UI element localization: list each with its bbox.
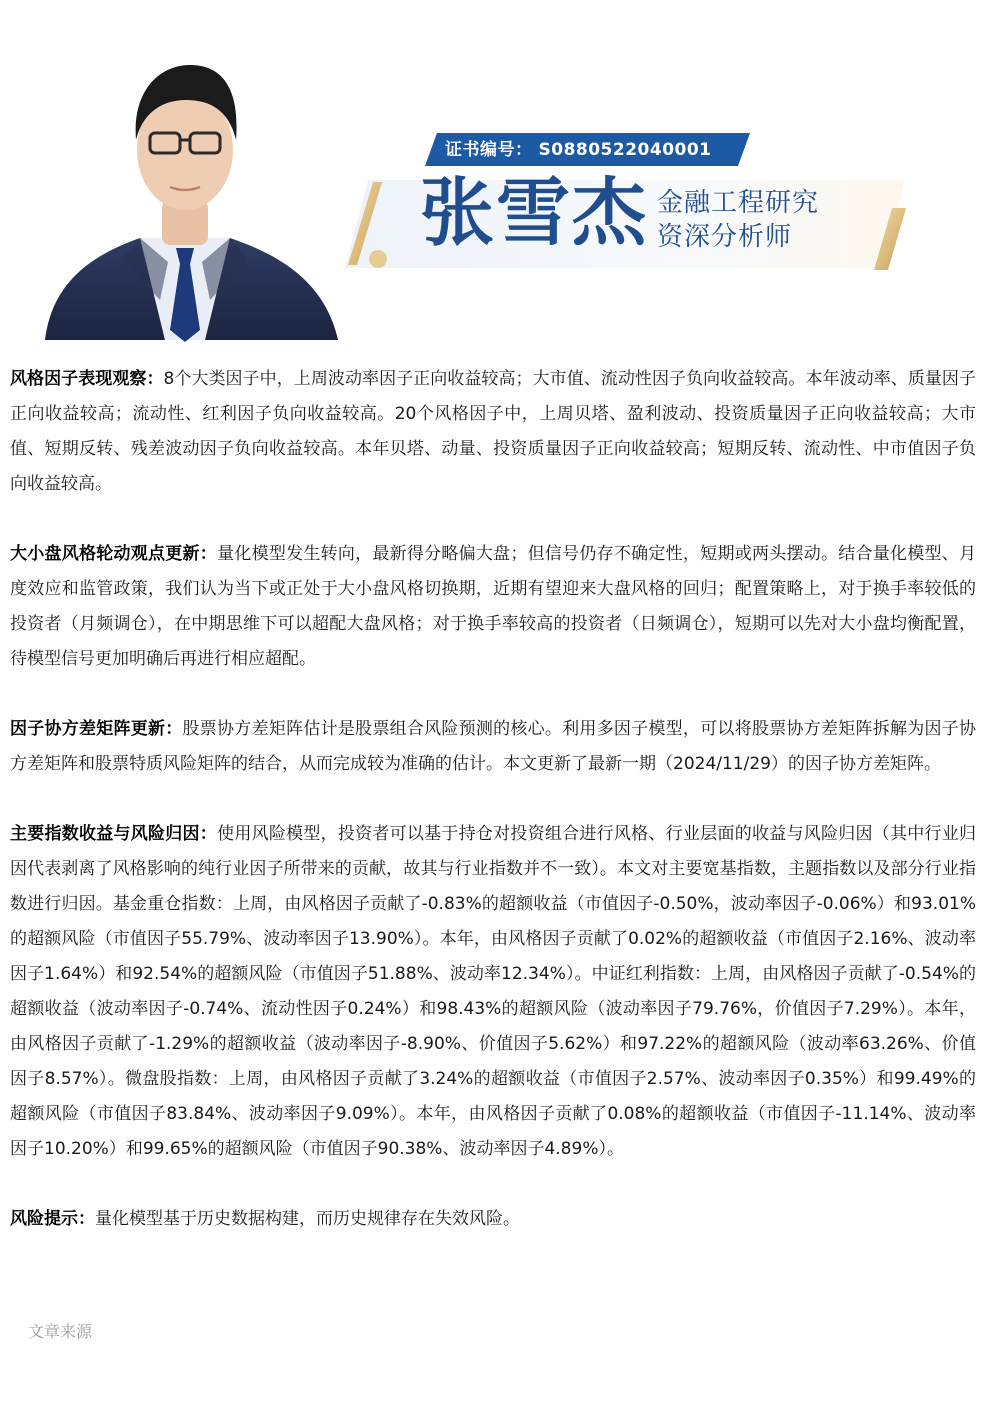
article-body	[10, 362, 976, 1272]
paragraph-label: 风险提示：	[10, 1209, 95, 1229]
author-name: 张雪杰	[420, 170, 648, 256]
certificate-number	[445, 137, 712, 163]
paragraph-attribution	[10, 817, 976, 1167]
paragraph-size-rotation	[10, 537, 976, 677]
gold-dot	[369, 250, 387, 268]
paragraph-text: 量化模型基于历史数据构建，而历史规律存在失效风险。	[95, 1209, 520, 1229]
paragraph-text: 量化模型发生转向，最新得分略偏大盘；但信号仍存不确定性，短期或两头摆动。结合量化模型、月度效应和监管政策，我们认为当下或正处于大小盘风格切换期，近期有望迎来大盘风格的回归；配置策略上，对于换手率较低的投资者（月频调仓），在中期思维下可以超配大盘风格；对于换手率较高的投资者（日频调仓），短期可以先对大小盘均衡配置，待模型信号更加明确后再进行相应超配。	[10, 544, 977, 669]
paragraph-covariance	[10, 712, 976, 782]
paragraph-risk-warning	[10, 1202, 976, 1237]
cert-label: 证书编号：	[445, 140, 533, 160]
author-banner	[0, 0, 992, 345]
paragraph-text: 8个大类因子中，上周波动率因子正向收益较高；大市值、流动性因子负向收益较高。本年波动率、质量因子正向收益较高；流动性、红利因子负向收益较高。20个风格因子中，上周贝塔、盈利波动、投资质量因子正向收益较高；大市值、短期反转、残差波动因子负向收益较高。本年贝塔、动量、投资质量因子正向收益较高；短期反转、流动性、中市值因子负向收益较高。	[10, 369, 976, 494]
paragraph-label: 主要指数收益与风险归因：	[10, 824, 218, 844]
paragraph-label: 因子协方差矩阵更新：	[10, 719, 183, 739]
article-source-link[interactable]: 文章来源	[28, 1322, 93, 1341]
paragraph-text: 使用风险模型，投资者可以基于持仓对投资组合进行风格、行业层面的收益与风险归因（其中行业归因代表剥离了风格影响的纯行业因子所带来的贡献，故其与行业指数并不一致）。本文对主要宽基指数，主题指数以及部分行业指数进行归因。基金重仓指数：上周，由风格因子贡献了-0.83%的超额收益（市值因子-0.50%，波动率因子-0.06%）和93.01%的超额风险（市值因子55.79%、波动率因子13.90%）。本年，由风格因子贡献了0.02%的超额收益（市值因子2.16%、波动率因子1.64%）和92.54%的超额风险（市值因子51.88%、波动率12.34%）。中证红利指数：上周，由风格因子贡献了-0.54%的超额收益（波动率因子-0.74%、流动性因子0.24%）和98.43%的超额风险（波动率因子79.76%，价值因子7.29%）。本年，由风格因子贡献了-1.29%的超额收益（波动率因子-8.90%、价值因子5.62%）和97.22%的超额风险（波动率63.26%、价值因子8.57%）。微盘股指数：上周，由风格因子贡献了3.24%的超额收益（市值因子2.57%、波动率因子0.35%）和99.49%的超额风险（市值因子83.84%、波动率因子9.09%）。本年，由风格因子贡献了0.08%的超额收益（市值因子-11.14%、波动率因子10.20%）和99.65%的超额风险（市值因子90.38%、波动率因子4.89%）。	[10, 824, 977, 1159]
paragraph-label: 大小盘风格轮动观点更新：	[10, 544, 218, 564]
author-title-line2: 资深分析师	[657, 222, 793, 252]
paragraph-text: 股票协方差矩阵估计是股票组合风险预测的核心。利用多因子模型，可以将股票协方差矩阵拆解为因子协方差矩阵和股票特质风险矩阵的结合，从而完成较为准确的估计。本文更新了最新一期（2024/11/29）的因子协方差矩阵。	[10, 719, 976, 774]
paragraph-style-factor	[10, 362, 976, 502]
cert-value: S0880522040001	[538, 140, 712, 160]
portrait-photo	[45, 65, 338, 342]
author-title-line1: 金融工程研究	[657, 188, 820, 218]
paragraph-label: 风格因子表现观察：	[10, 369, 164, 389]
